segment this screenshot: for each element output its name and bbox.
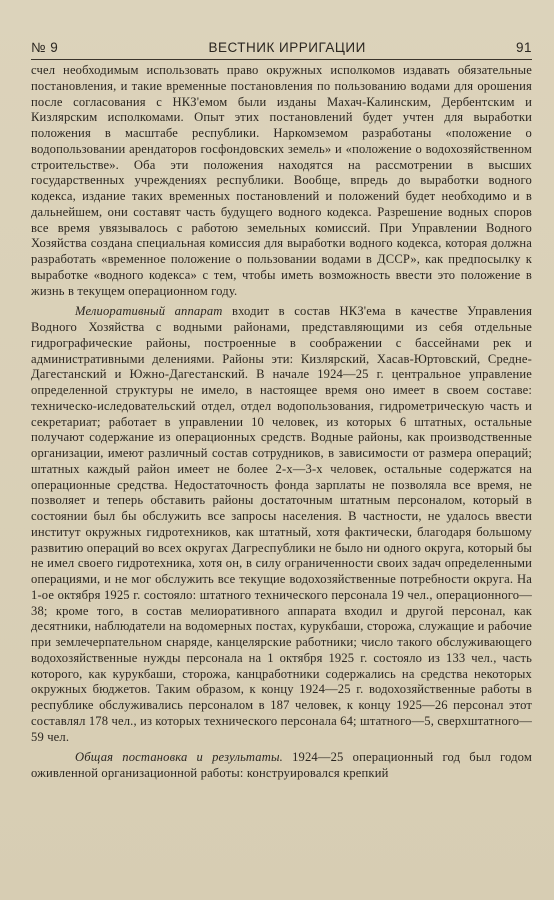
paragraph-text: входит в состав НКЗ'ема в качестве Управления Водного Хозяйства с водными районами, представляющими из себя отдельные гидрографические районы, построенные в соображении с бассейнами рек и административными делениями. Районы эти: Кизлярский, Хасав-Юртовский, Средне-Дагестанский и Южно-Дагестанский. В начале 1924—25 г. центральное управление определенной структуры не имело, в настоящее время оно имеет в своем составе: техническо-иследовательский отдел, отдел водопользования, гидрометрическую часть и секретариат; работает в управлении 10 человек, из которых 6 штатных, остальные получают содержание из операционных средств. Водные районы, как производственные организации, имеют различный состав сотрудников, в зависимости от размера операций; штатных каждый район имеет не более 2-х—3-х человек, остальные содержатся на операционные средства. Недостаточность фонда зарплаты не позволяла все время, не позволяет и теперь обставить районы достаточным штатным персоналом, который в состоянии был бы обслужить все запросы населения. В частности, не удалось ввести институт окружных гидротехников, как штатный, хотя фактически, благодаря большому развитию операций во всех округах Дагреспублики не было ни одного округа, который бы не имел своего гидротехника, хотя он, в силу ограниченности своих задач определенными операциями, и не мог обслужить все текущие водохозяйственные потребности округа. На 1-ое октября 1925 г. состояло: штатного технического персонала 19 чел., операционного—38; кроме того, в состав мелиоративного аппарата входил и другой персонал, как десятники, наблюдатели на водомерных постах, курукбаши, сторожа, служащие и рабочие при землечерпательном снаряде, канцелярские работники; число такого обслуживающего водохозяйственные нужды персонала на 1 октября 1925 г. состояло из 133 чел., часть которого, как курукбаши, сторожа, канцработники содержались на средства некоторых окружных бюджетов. Таким образом, к концу 1924—25 г. водохозяйственные работы в республике обслуживались персоналом в 187 человек, к концу 1925—26 персонал этот составлял 178 чел., из которых технического персонала 64; штатного—5, сверхштатного—59 чел. bbox=[31, 304, 533, 744]
paragraph-lead: Мелиоративный аппарат bbox=[75, 304, 223, 319]
paragraph-melioration-apparatus bbox=[31, 304, 532, 745]
running-header bbox=[31, 40, 532, 55]
journal-title: ВЕСТНИК ИРРИГАЦИИ bbox=[208, 40, 366, 55]
paragraph-lead: Общая постановка и результаты. bbox=[75, 750, 283, 765]
paragraph-text: счел необходимым использовать право окружных исполкомов издавать обязательные постановления, и такие временные постановления по пользованию водами для орошения после согласования с НКЗ'емом были изданы Махач-Калинским, Дербентским и Кизлярским исполкомами. Опыт этих постановлений будет учтен для выработки положения в масштабе республики. Наркомземом разработаны «положение о водопользовании арендаторов госфондовских земель» и «положение о водохозяйственном строительстве». Оба эти положения находятся на рассмотрении в высших государственных учреждениях республики. Вообще, впредь до выработки водного кодекса, издание таких временных постановлений и положений будет необходимо и в дальнейшем, они составят часть будущего водного кодекса. Разрешение водных споров все время увязывалось с работою земельных комиссий. При Управлении Водного Хозяйства создана специальная комиссия для выработки водного кодекса, которая должна разработать «временное положение о пользовании водами в ДССР», как предпосылку к выработке «водного кодекса» с тем, чтобы иметь возможность ввести это положение в жизнь в текущем операционном году. bbox=[31, 63, 532, 298]
paragraph-text: 1924—25 операционный год был годом оживленной организационной работы: конструировался крепкий bbox=[31, 750, 532, 780]
issue-number: № 9 bbox=[31, 40, 59, 55]
paragraph-general-results bbox=[31, 750, 532, 782]
paragraph-water-regulations bbox=[31, 63, 532, 299]
page-number: 91 bbox=[515, 40, 532, 55]
header-rule bbox=[31, 59, 532, 60]
